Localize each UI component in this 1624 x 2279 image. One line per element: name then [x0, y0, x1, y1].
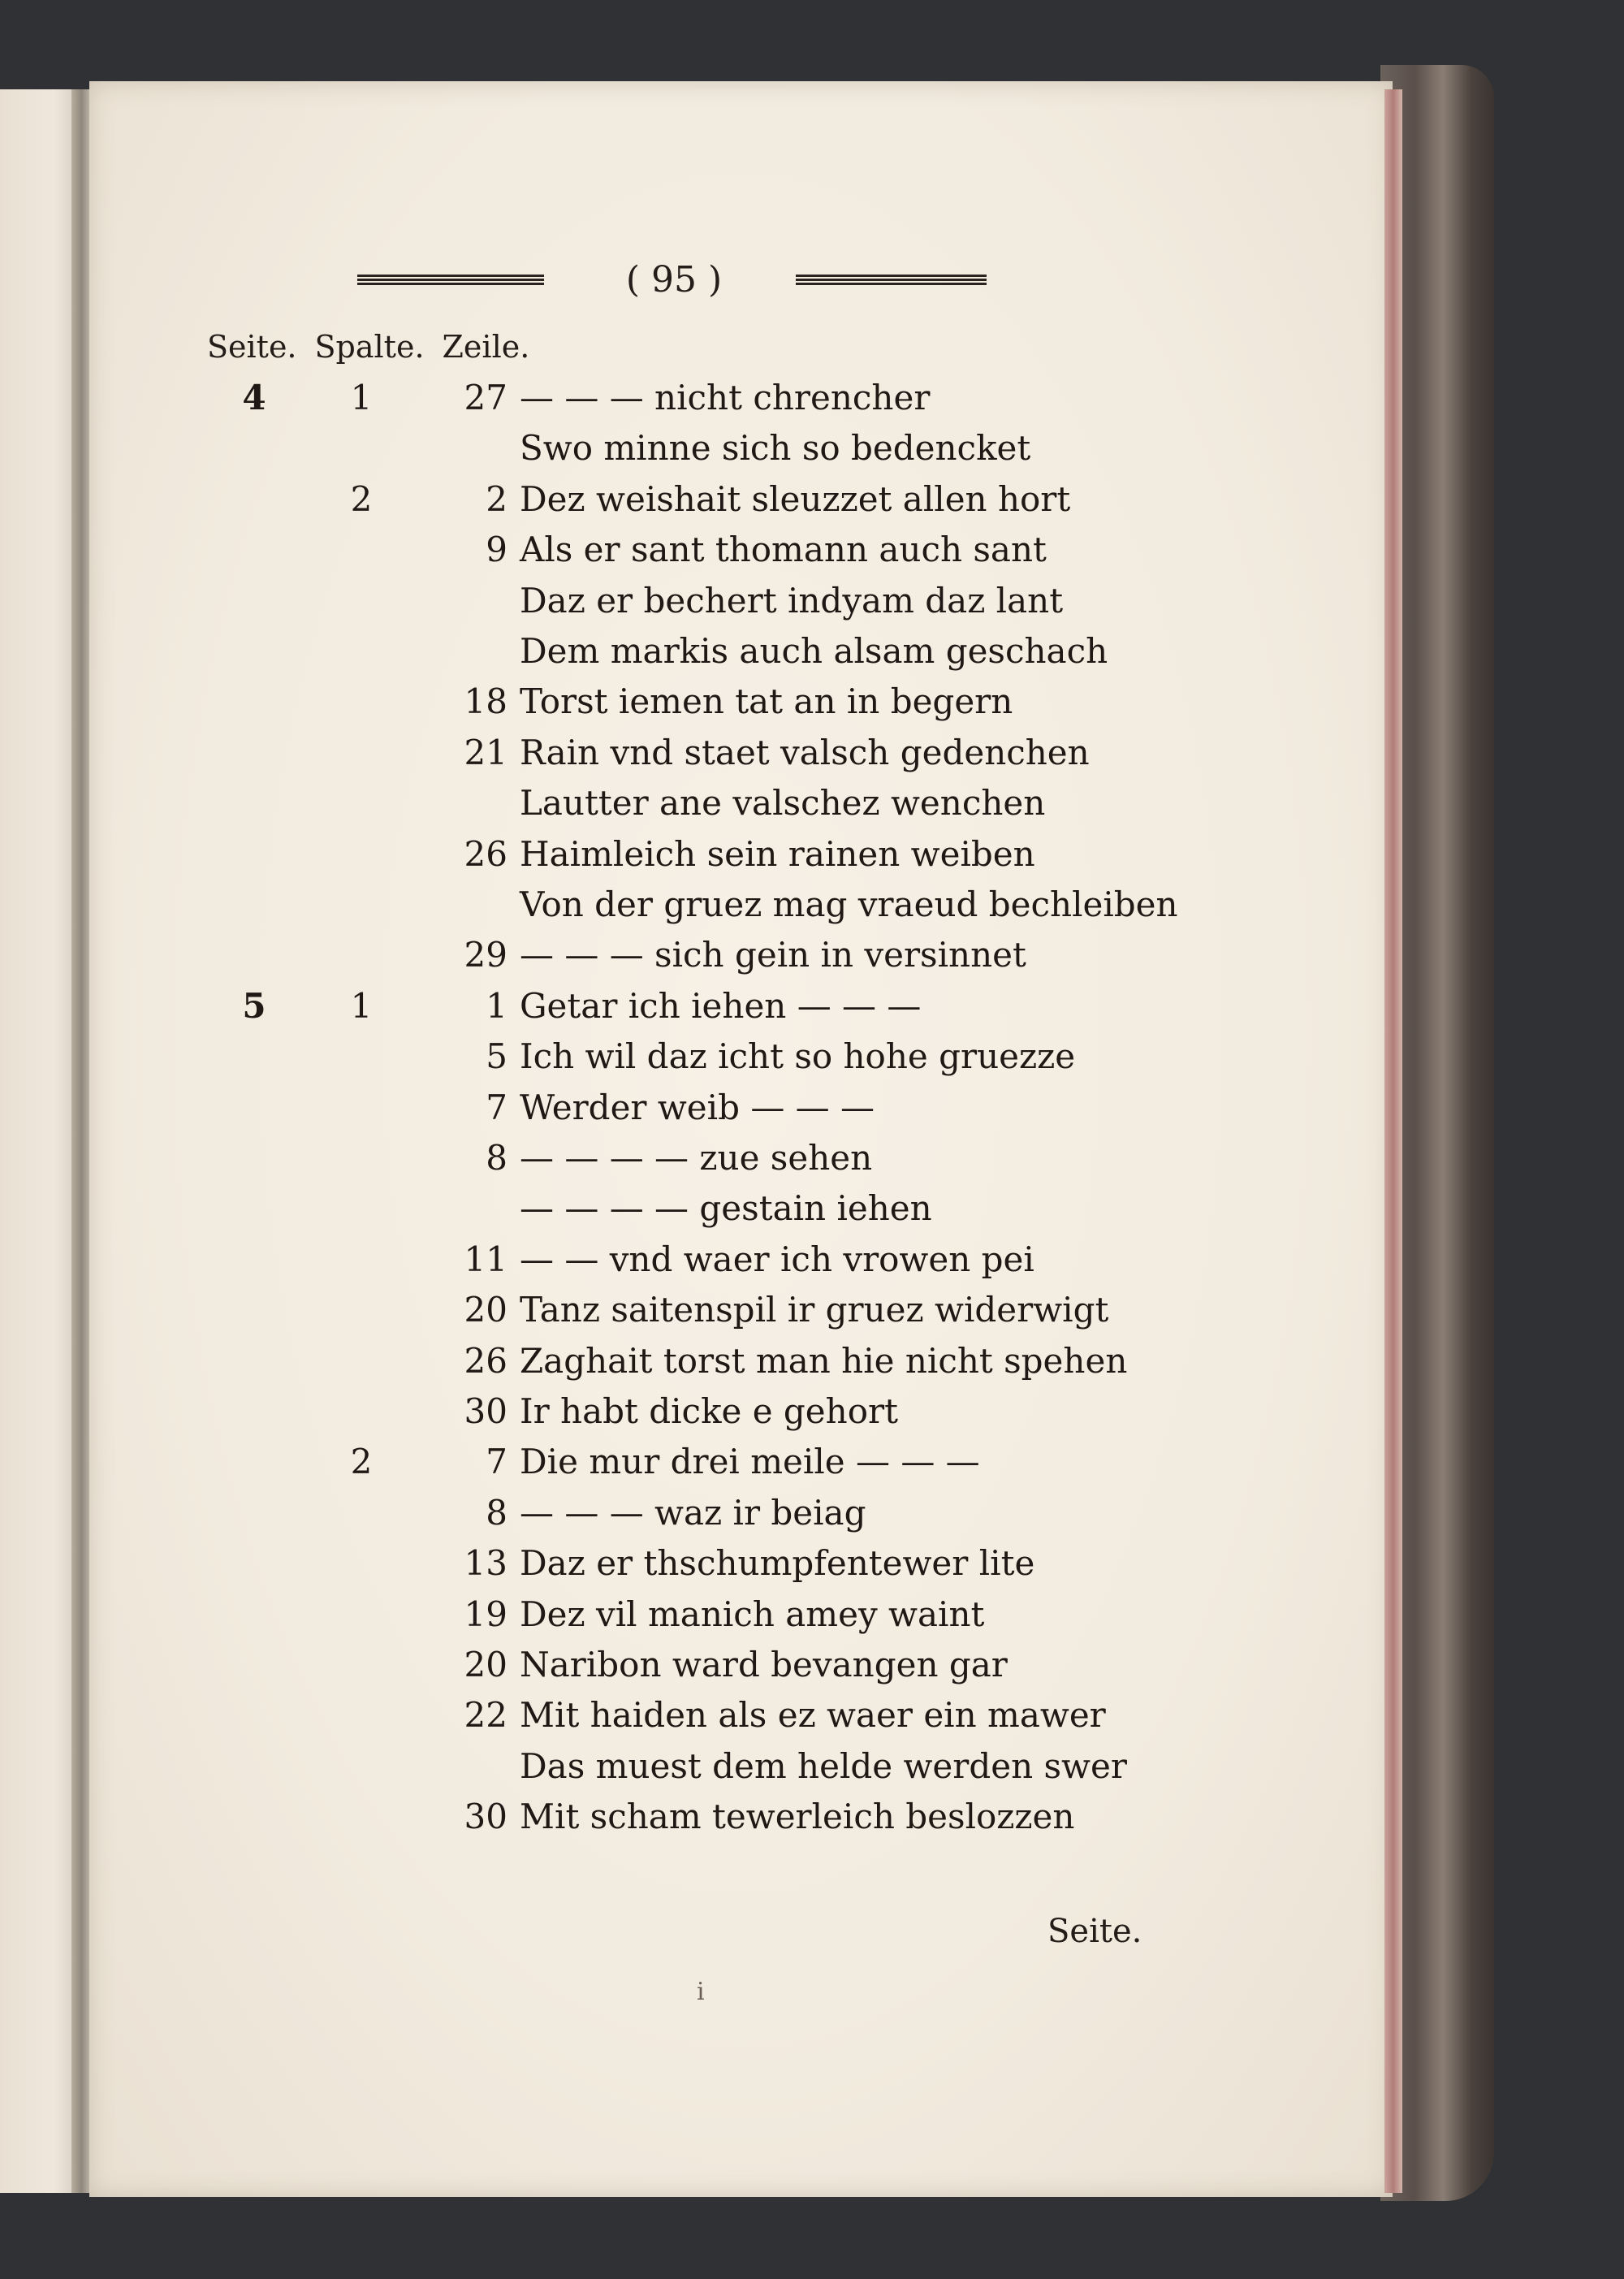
row-text: Werder weib — — —: [520, 1087, 875, 1127]
page-edge-red: [1384, 89, 1402, 2193]
column-heading-zeile: Zeile.: [442, 329, 530, 365]
row-zeile: 9: [486, 530, 508, 570]
row-zeile: 27: [464, 378, 508, 417]
row-text: Mit haiden als ez waer ein mawer: [520, 1695, 1106, 1736]
errata-row: [0, 527, 1380, 573]
row-zeile: 26: [464, 1340, 508, 1381]
row-zeile: 11: [464, 1239, 508, 1279]
column-heading-spalte: Spalte.: [314, 329, 425, 365]
row-spalte: 2: [350, 478, 373, 519]
row-seite: 5: [242, 985, 266, 1026]
row-text: Ir habt dicke e gehort: [520, 1391, 898, 1431]
page-number: ( 95 ): [625, 259, 723, 301]
row-zeile: 13: [464, 1543, 508, 1584]
row-text: Getar ich iehen — — —: [520, 985, 922, 1026]
errata-row: [0, 629, 1380, 674]
row-text: — — — sich gein in versinnet: [520, 935, 1026, 975]
row-zeile: 2: [486, 478, 508, 519]
row-spalte: 1: [350, 378, 373, 417]
errata-row: [0, 984, 1380, 1029]
errata-row: [0, 1490, 1380, 1536]
row-text: Naribon ward bevangen gar: [520, 1645, 1008, 1684]
errata-row: [0, 1642, 1380, 1688]
row-zeile: 18: [464, 681, 508, 722]
row-text: Daz er bechert indyam daz lant: [520, 580, 1064, 621]
errata-row: [0, 1541, 1380, 1586]
row-text: Als er sant thomann auch sant: [520, 530, 1047, 570]
header-rule-left: [357, 275, 544, 286]
row-text: Dez vil manich amey waint: [520, 1594, 985, 1634]
row-zeile: 7: [486, 1087, 508, 1127]
signature-mark: i: [697, 1978, 705, 2006]
errata-row: [0, 1693, 1380, 1738]
errata-row: [0, 781, 1380, 826]
row-text: — — — — zue sehen: [520, 1138, 873, 1178]
row-zeile: 29: [464, 935, 508, 975]
errata-row: [0, 1794, 1380, 1840]
row-zeile: 19: [464, 1594, 508, 1634]
errata-row: [0, 832, 1380, 877]
column-heading-seite: Seite.: [207, 329, 297, 365]
row-text: — — — — gestain iehen: [520, 1188, 932, 1229]
row-zeile: 7: [486, 1442, 508, 1482]
errata-row: [0, 1135, 1380, 1181]
row-spalte: 2: [350, 1442, 373, 1482]
row-text: Torst iemen tat an in begern: [520, 681, 1013, 722]
row-text: Daz er thschumpfentewer lite: [520, 1543, 1035, 1584]
header-rule-right: [796, 275, 987, 286]
column-headings: [207, 329, 529, 365]
errata-row: [0, 1592, 1380, 1637]
row-zeile: 5: [486, 1036, 508, 1077]
row-spalte: 1: [350, 985, 373, 1026]
errata-row: [0, 730, 1380, 776]
row-text: Zaghait torst man hie nicht spehen: [520, 1340, 1128, 1381]
errata-row: [0, 1034, 1380, 1079]
errata-row: [0, 1744, 1380, 1789]
errata-row: [0, 1085, 1380, 1131]
errata-row: [0, 1439, 1380, 1485]
row-text: Dez weishait sleuzzet allen hort: [520, 478, 1071, 519]
row-zeile: 30: [464, 1391, 508, 1431]
row-text: Rain vnd staet valsch gedenchen: [520, 732, 1090, 772]
row-text: — — — waz ir beiag: [520, 1492, 866, 1533]
row-zeile: 8: [486, 1492, 508, 1533]
errata-row: [0, 1338, 1380, 1384]
row-zeile: 20: [464, 1645, 508, 1684]
row-text: Ich wil daz icht so hohe gruezze: [520, 1036, 1076, 1077]
catchword: Seite.: [1047, 1913, 1142, 1950]
errata-row: [0, 679, 1380, 724]
row-text: Die mur drei meile — — —: [520, 1442, 980, 1482]
row-zeile: 8: [486, 1138, 508, 1178]
errata-row: [0, 477, 1380, 522]
errata-row: [0, 1186, 1380, 1231]
row-zeile: 30: [464, 1797, 508, 1837]
errata-row: [0, 1287, 1380, 1333]
page-header: [357, 260, 987, 309]
row-seite: 4: [242, 378, 266, 417]
row-text: — — — nicht chrencher: [520, 378, 931, 417]
errata-row: [0, 375, 1380, 421]
row-zeile: 22: [464, 1695, 508, 1736]
errata-row: [0, 426, 1380, 471]
row-text: Lautter ane valschez wenchen: [520, 783, 1046, 824]
row-zeile: 21: [464, 732, 508, 772]
row-text: Das muest dem helde werden swer: [520, 1745, 1127, 1786]
row-text: Tanz saitenspil ir gruez widerwigt: [520, 1290, 1109, 1330]
row-text: Haimleich sein rainen weiben: [520, 833, 1035, 874]
row-zeile: 26: [464, 833, 508, 874]
row-text: Dem markis auch alsam geschach: [520, 631, 1108, 671]
row-text: Swo minne sich so bedencket: [520, 428, 1031, 469]
errata-row: [0, 578, 1380, 624]
errata-row: [0, 882, 1380, 928]
row-text: Von der gruez mag vraeud bechleiben: [520, 884, 1178, 924]
row-zeile: 1: [486, 985, 508, 1026]
row-zeile: 20: [464, 1290, 508, 1330]
errata-row: [0, 1389, 1380, 1434]
errata-row: [0, 932, 1380, 978]
row-text: — — vnd waer ich vrowen pei: [520, 1239, 1034, 1279]
row-text: Mit scham tewerleich beslozzen: [520, 1797, 1075, 1837]
errata-row: [0, 1237, 1380, 1282]
